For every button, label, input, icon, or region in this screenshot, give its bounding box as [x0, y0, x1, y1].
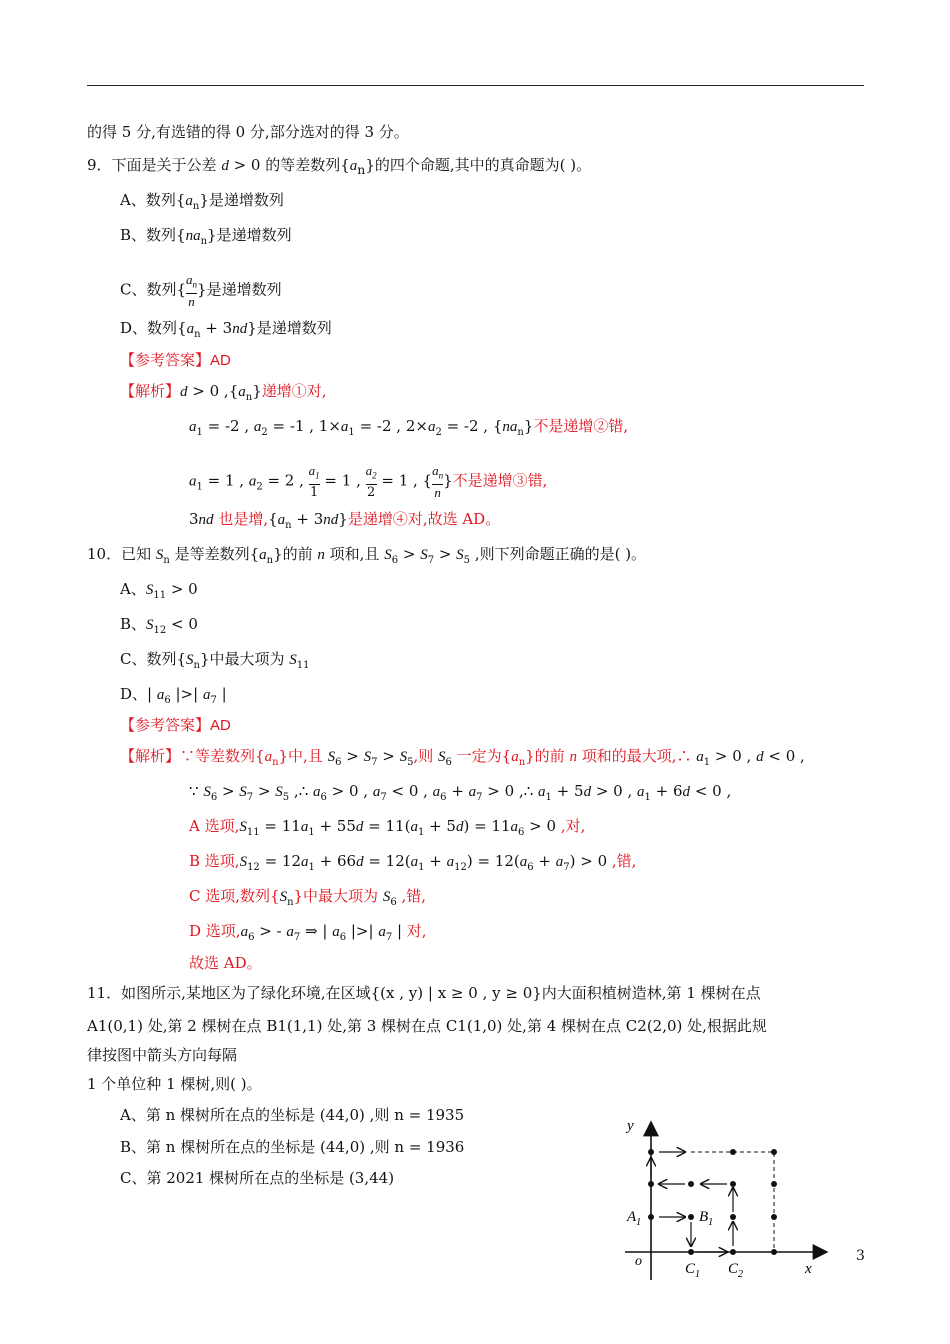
q10-stem: 10．已知 $S_n$ 是等差数列$\{a_n\}$的前 n 项和,且 $S_6 > S_7 > S_5$ ,则下列命题正确的是( )。 — [87, 545, 647, 566]
q11-option-c: C、第 2021 棵树所在点的坐标是 (3,44) — [120, 1169, 395, 1187]
q10-analysis-6: D 选项$,a_6$ > - $a_7$ ⇒ | $a_6$ |>| $a_7$ | 对, — [189, 922, 427, 943]
tree-dots — [648, 1149, 777, 1255]
q10-answer: 【参考答案】AD — [120, 716, 231, 734]
q11-option-b: B、第 n 棵树所在点的坐标是 (44,0) ,则 n = 1936 — [120, 1138, 465, 1156]
q9-option-b: B、数列$\{na_n\}$是递增数列 — [120, 226, 292, 247]
q11-stem-1: 11．如图所示,某地区为了绿化环境,在区域{(x , y) | x ≥ 0 , y ≥ 0}内大面积植树造林,第 1 棵树在点 — [87, 984, 761, 1002]
intro-text: 的得 5 分,有选错的得 0 分,部分选对的得 3 分。 — [87, 123, 409, 141]
label-a1: $A_1$ — [627, 1209, 642, 1228]
q10-analysis-3: A 选项$,S_{11} = 11a_1 + 55d = 11(a_1 + 5d) = 11a_6 > 0$ ,对, — [189, 817, 586, 838]
tree-planting-figure — [615, 1110, 845, 1285]
q10-option-c: C、数列$\{S_n\}$中最大项为 $S_{11}$ — [120, 650, 310, 671]
label-c2: $C_2$ — [728, 1261, 744, 1280]
y-axis-label: y — [627, 1118, 634, 1134]
q10-analysis-4: B 选项$,S_{12} = 12a_1 + 66d = 12(a_1 + a_{12}) = 12(a_6 + a_7) > 0$ ,错, — [189, 852, 637, 873]
q10-analysis-7: 故选 AD。 — [189, 954, 262, 972]
q11-option-a: A、第 n 棵树所在点的坐标是 (44,0) ,则 n = 1935 — [120, 1106, 465, 1124]
q11-stem-3: 律按图中箭头方向每隔 — [87, 1046, 238, 1064]
q9-analysis-2: $a_1 = -2$ , $a_2 = -1$ , $1\times a_1 = -2$ , $2\times a_2 = -2$ , $\{na_n\}$不是递增②错, — [189, 417, 629, 438]
q10-option-b: B、$S_{12} < 0$ — [120, 615, 198, 636]
q11-stem-4: 1 个单位种 1 棵树,则( )。 — [87, 1075, 262, 1093]
origin-label: o — [635, 1254, 642, 1269]
header-rule — [87, 85, 864, 86]
q9-stem: 9．下面是关于公差 d > 0 的等差数列$\{a_n\}$的四个命题,其中的真命题为( )。 — [87, 156, 592, 177]
q9-answer: 【参考答案】AD — [120, 351, 231, 369]
q10-analysis-5: C 选项,数列$\{S_n\}$中最大项为 $S_6$ ,错, — [189, 887, 427, 908]
q10-analysis-1: 【解析】∵等差数列$\{a_n\}$中,且 $S_6 > S_7 > S_5$,则 $S_6$ 一定为$\{a_n\}$的前 n 项和的最大项,∴ $a_1 > 0$ , d < 0 , — [120, 747, 805, 768]
q9-option-d: D、数列$\{a_n + 3nd\}$是递增数列 — [120, 319, 332, 340]
q10-analysis-2: ∵ $S_6 > S_7 > S_5$ ,∴ $a_6 > 0$ , $a_7 < 0$ , $a_6 + a_7 > 0$ ,∴ $a_1 + 5d > 0$ , $a_1 + 6d < 0$ , — [189, 782, 732, 803]
q9-option-a: A、数列$\{a_n\}$是递增数列 — [120, 191, 284, 212]
q10-option-d: D、| $a_6$ |>| $a_7$ | — [120, 685, 227, 706]
q9-analysis-4: 3nd 也是增$,\{a_n + 3nd\}$是递增④对,故选 AD。 — [189, 510, 501, 531]
x-axis-label: x — [805, 1261, 812, 1277]
q9-analysis-3: $a_1 = 1$ , $a_2 = 2$ , $\frac{a_1}{1}$ = 1 , $\frac{a_2}{2}$ = 1 , { $\frac{a_n}{n}$ }不是递增③错, — [189, 463, 548, 500]
page-number: 3 — [856, 1248, 865, 1264]
q11-stem-2: A1(0,1) 处,第 2 棵树在点 B1(1,1) 处,第 3 棵树在点 C1(1,0) 处,第 4 棵树在点 C2(2,0) 处,根据此规 — [87, 1017, 767, 1035]
label-c1: $C_1$ — [685, 1261, 701, 1280]
q9-option-c: C、数列{ $\frac{a_n}{n}$ }是递增数列 — [120, 272, 282, 309]
label-b1: $B_1$ — [699, 1209, 714, 1228]
q9-analysis-1: 【解析】d > 0 $,\{a_n\}$递增①对, — [120, 382, 327, 403]
q10-option-a: A、$S_{11} > 0$ — [120, 580, 198, 601]
